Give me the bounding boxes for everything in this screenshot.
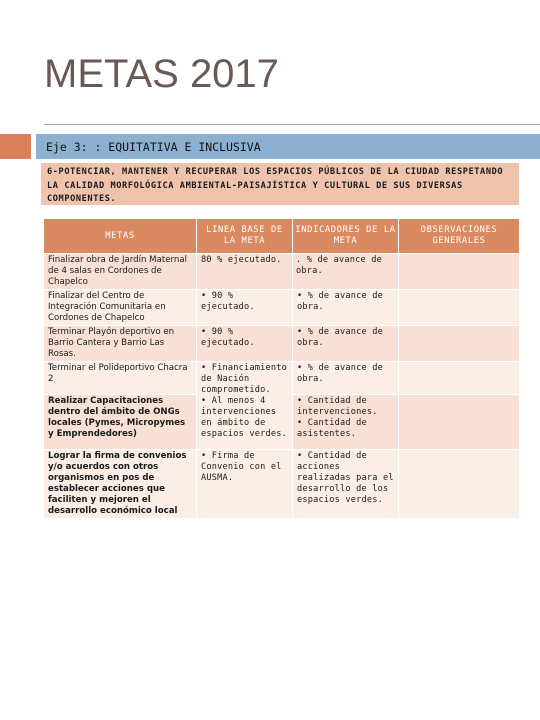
linea-base-item: 80 % ejecutado. [201,255,282,265]
meta-cell: Finalizar del Centro de Integración Comunitaria en Cordones de Chapelco [44,290,197,326]
eje-title: Eje 3: : EQUITATIVA E INCLUSIVA [46,140,261,154]
title-divider [44,124,540,125]
eje-accent-block [0,134,31,159]
header-observaciones: OBSERVACIONES GENERALES [399,219,520,254]
indicador-cell [293,254,399,290]
table-row [44,362,520,395]
meta-cell: Terminar Playón deportivo en Barrio Cantera y Barrio Las Rosas. [44,326,197,362]
linea-base-cell [197,450,293,519]
linea-base-item: • 90 % ejecutado. [201,291,255,312]
header-indicadores: INDICADORES DE LA META [293,219,399,254]
meta-cell: Terminar el Polideportivo Chacra 2 [44,362,197,395]
meta-cell: Realizar Capacitaciones dentro del ámbito de ONGs locales (Pymes, Micropymes y Emprendedores) [44,395,197,450]
indicador-cell [293,362,399,395]
linea-base-item: • Financiamiento de Nación comprometido. [201,363,287,395]
linea-base-item: • Firma de Convenio con el AUSMA. [201,451,282,483]
observaciones-cell [399,362,520,395]
indicador-item: • Cantidad de acciones realizadas para el desarrollo de los espacios verdes. [297,451,394,505]
header-linea-base: LINEA BASE DE LA META [197,219,293,254]
header-metas: METAS [44,219,197,254]
linea-base-cell [197,326,293,362]
linea-base-item: • 90 % ejecutado. [201,327,255,348]
page-title: METAS 2017 [44,52,279,96]
objective-box: 6-POTENCIAR, MANTENER Y RECUPERAR LOS ESPACIOS PÚBLICOS DE LA CIUDAD RESPETANDO LA CALIDAD MORFOLÓGICA AMBIENTAL-PAISAJÍSTICA Y CULTURAL DE SUS DIVERSAS COMPONENTES. [41,163,519,205]
table-row [44,290,520,326]
indicador-item: • % de avance de obra. [297,327,383,348]
table-header-row [44,219,520,254]
observaciones-cell [399,326,520,362]
observaciones-cell [399,290,520,326]
indicador-cell [293,450,399,519]
indicador-item: • % de avance de obra. [297,363,383,384]
linea-base-cell [197,290,293,326]
indicador-item: • Cantidad de asistentes. [297,418,367,439]
indicador-item: • % de avance de obra. [297,291,383,312]
indicador-item: . % de avance de obra. [296,255,382,276]
table-row [44,326,520,362]
meta-cell: Finalizar obra de Jardín Maternal de 4 salas en Cordones de Chapelco [44,254,197,290]
indicador-cell [293,395,399,450]
observaciones-cell [399,254,520,290]
meta-cell: Lograr la firma de convenios y/o acuerdos con otros organismos en pos de establecer acciones que faciliten y mejoren el desarrollo económico local [44,450,197,519]
table-row [44,450,520,519]
indicador-cell [293,290,399,326]
observaciones-cell [399,450,520,519]
metas-table [43,218,520,519]
linea-base-item: • Al menos 4 intervenciones en ámbito de espacios verdes. [201,396,287,439]
linea-base-cell [197,362,293,450]
linea-base-cell [197,254,293,290]
indicador-cell [293,326,399,362]
indicador-item: • Cantidad de intervenciones. [297,396,378,417]
table-row [44,254,520,290]
observaciones-cell [399,395,520,450]
